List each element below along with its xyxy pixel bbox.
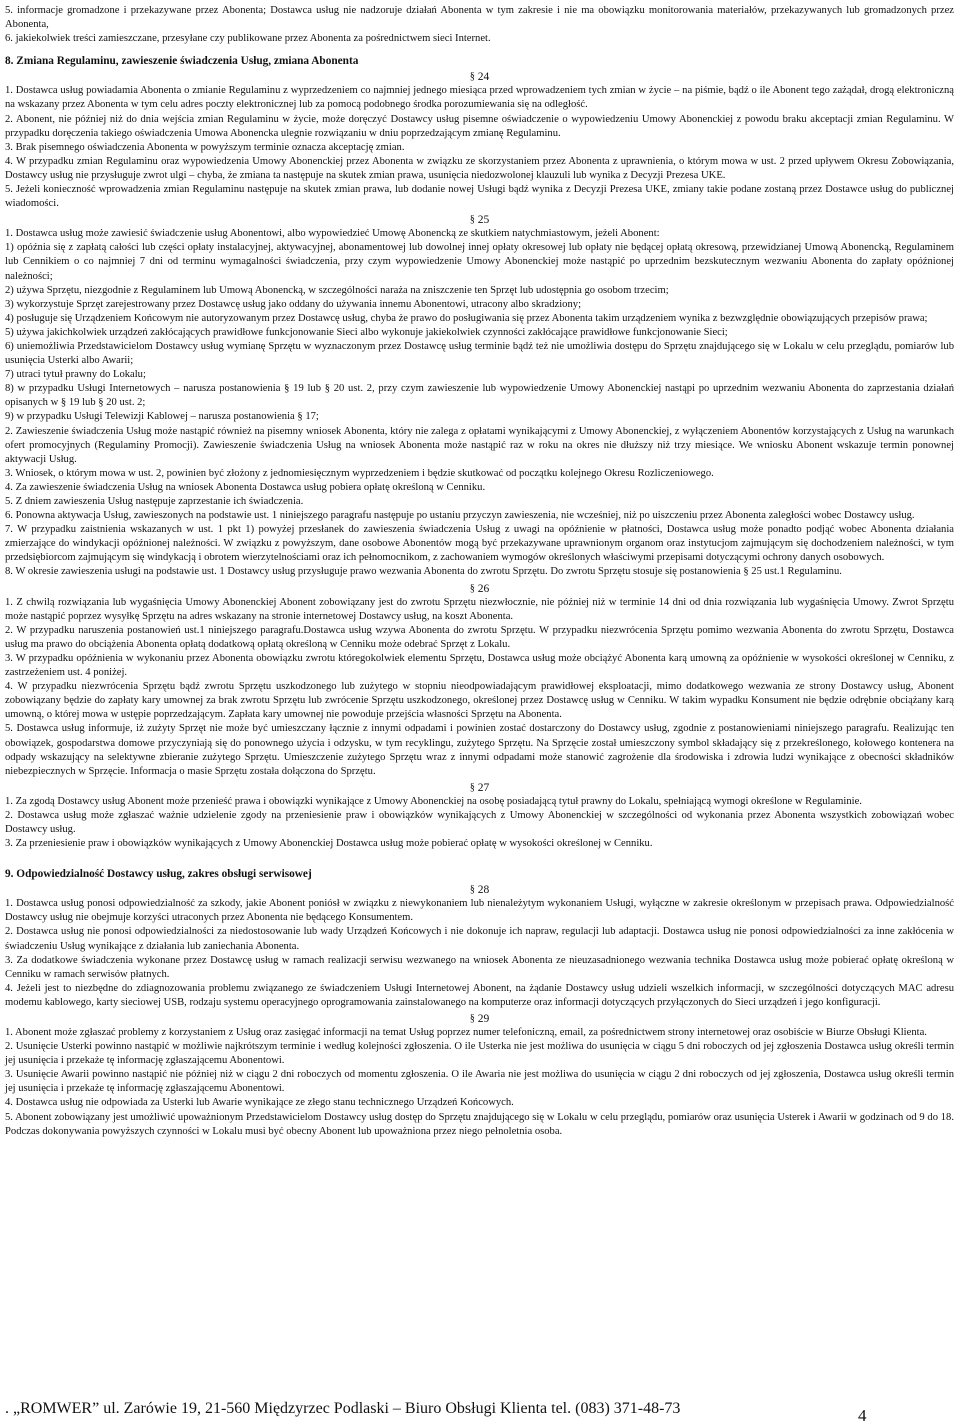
clause: 5. Abonent zobowiązany jest umożliwić upoważnionym Przedstawicielom Dostawcy usług dostęp do Sprzętu znajdującego się w Lokalu w celu przeglądu, pomiarów oraz usunięcia Usterek i Awarii w godzinach od 9 do 18. Podczas dokonywania powyższych czynności w Lokalu musi być obecny Abonent lub upoważniona przez niego pełnoletnia osoba. [5, 1111, 954, 1137]
clause: 4. W przypadku niezwrócenia Sprzętu bądź zwrotu Sprzętu uszkodzonego lub zużytego w stopniu nieodpowiadającym prawidłowej eksploatacji, mimo dodatkowego wezwania ze strony Dostawcy usług, Abonent zobowiązany będzie do zapłaty kary umownej za brak zwrotu Sprzętu lub zwrócenie Sprzętu uszkodzonego, określonej przez Dostawcę usług w Cenniku. W takim wypadku Konsument nie będzie odrębnie obciążany karą umowną, o której mowa w ustępie poprzedzającym. Zapłata kary umownej nie powoduje przejścia własności Sprzętu na Abonenta. [5, 681, 954, 721]
clause: 7. W przypadku zaistnienia wskazanych w ust. 1 pkt 1) powyżej przesłanek do zawieszenia świadczenia Usług z uwagi na opóźnienie w płatności, Dostawca usług może ponadto podjąć wobec Abonenta działania zmierzające do windykacji opóźnionej należności. W związku z powyższym, dane osobowe Abonentów mogą być przekazywane uprawnionym organom oraz instytucjom zajmującym się dochodzeniem należności, w tym przedsiębiorcom zajmującym się windykacją i obrotem wierzytelnościami oraz ich pełnomocnikom, z zachowaniem wymogów określonych właściwymi przepisami dotyczącymi ochrony danych osobowych. [5, 524, 954, 564]
clause: 5) używa jakichkolwiek urządzeń zakłócających prawidłowe funkcjonowanie Sieci albo wykonuje jakiekolwiek czynności zakłócające prawidłowe funkcjonowanie Sieci; [5, 326, 728, 338]
section-sign: § [469, 71, 475, 83]
intro-block [5, 4, 954, 46]
footer-contact: . „ROMWER” ul. Zarówie 19, 21-560 Międzyrzec Podlaski – Biuro Obsługi Klienta tel. (083) 371-48-73 [5, 1400, 681, 1417]
clause: 3. Brak pisemnego oświadczenia Abonenta w powyższym terminie oznacza akceptację zmian. [5, 141, 405, 153]
clause: 7) utraci tytuł prawny do Lokalu; [5, 369, 146, 381]
clause: 5. Z dniem zawieszenia Usług następuje zaprzestanie ich świadczenia. [5, 496, 304, 507]
clause: 6) uniemożliwia Przedstawicielom Dostawcy usług wymianę Sprzętu w wyznaczonym przez Dostawcę usług terminie bądź też nie umożliwia dostępu do Sprzętu znajdującego się w Lokalu w celu przeglądu, pomiarów lub usunięcia Usterki albo Awarii; [5, 340, 954, 367]
clause: 5. informacje gromadzone i przekazywane przez Abonenta; Dostawca usług nie nadzoruje działań Abonenta w tym zakresie i nie ma obowiązku monitorowania materiałów, przekazywanych lub gromadzonych przez Abonenta, [5, 5, 954, 31]
paragraph-number: 29 [477, 1013, 490, 1025]
paragraph-25-body [5, 227, 954, 579]
paragraph-24-body [5, 84, 954, 211]
clause: 1. Za zgodą Dostawcy usług Abonent może przenieść prawa i obowiązki wynikające z Umowy Abonenckiej na osobę posiadającą tytuł prawny do Lokalu, spełniającą wymogi określone w Regulaminie. [5, 795, 862, 807]
clause: 3. Za przeniesienie praw i obowiązków wynikających z Umowy Abonenckiej Dostawca usług może pobierać opłatę w wysokości określonej w Cenniku. [5, 838, 653, 850]
clause: 2. Dostawca usług może zgłaszać ważnie udzielenie zgody na przeniesienie praw i obowiązków wynikających z Umowy Abonenckiej w szczególności od wykonania przez Abonenta wszystkich zobowiązań wobec Dostawcy usług. [5, 809, 954, 835]
clause: 9) w przypadku Usługi Telewizji Kablowej – narusza postanowienia § 17; [5, 411, 319, 423]
paragraph-number: 28 [477, 884, 490, 897]
paragraph-29-body [5, 1026, 954, 1139]
paragraph-24-number [5, 70, 954, 84]
clause: 1) opóźnia się z zapłatą całości lub części opłaty instalacyjnej, aktywacyjnej, abonamentowej lub dowolnej innej opłaty okresowej lub opłaty nie będącej opłatą okresową, przewidzianej Umową Abonencką, Regulaminem lub Cennikiem o co najmniej 7 dni od terminu wymagalności świadczenia, przy czym wypowiedzenie Umowy Abonenckiej może nastąpić po uprzednim bezskutecznym wezwaniu Abonenta do zapłaty opóźnionej należności; [5, 242, 954, 282]
paragraph-number: 24 [477, 71, 490, 84]
clause: 2. Dostawca usług nie ponosi odpowiedzialności za niedostosowanie lub wady Urządzeń Końcowych i nie dokonuje ich napraw, regulacji lub adaptacji. Dostawca usług nie ponosi odpowiedzialności za inne zakłócenia w świadczeniu Usług wynikające z działania lub zaniechania Abonenta. [5, 926, 954, 952]
clause: 1. Dostawca usług może zawiesić świadczenie usług Abonentowi, albo wypowiedzieć Umowę Abonencką ze skutkiem natychmiastowym, jeżeli Abonent: [5, 228, 660, 240]
paragraph-27-body [5, 795, 954, 851]
clause: 3) wykorzystuje Sprzęt zarejestrowany przez Dostawcę usług jako oddany do używania innemu Abonentowi, utracony albo skradziony; [5, 298, 582, 310]
paragraph-number: 25 [477, 214, 490, 227]
page-footer [0, 1398, 960, 1425]
clause: 5. Dostawca usług informuje, iż zużyty Sprzęt nie może być umieszczany łącznie z innymi odpadami i powinien zostać dostarczony do Dostawcy usług, zgodnie z postanowieniami niniejszego paragrafu. Realizując ten obowiązek, gospodarstwa domowe przyczyniają się do ponownego użycia i odzysku, w tym recyklingu, zużytego Sprzętu. Na Sprzęcie został umieszczony symbol składający się z przekreślonego, kołowego kontenera na odpady wskazujący na selektywne zbieranie zużytego Sprzętu. Umieszczenie zużytego Sprzętu wraz z innymi odpadami może stanowić zagrożenie dla środowiska i zdrowia ludzi wynikające z obecności składników niebezpiecznych w Sprzęcie. Informacja o masie Sprzętu została dołączona do Sprzętu. [5, 723, 954, 777]
clause: 3. Wniosek, o którym mowa w ust. 2, powinien być złożony z jednomiesięcznym wyprzedzeniem i będzie skutkować od początku kolejnego Okresu Rozliczeniowego. [5, 467, 714, 479]
clause: 4) posługuje się Urządzeniem Końcowym nie autoryzowanym przez Dostawcę usług, chyba że prawo do posługiwania się przez Abonenta takim urządzeniem wynika z bezwzględnie obowiązujących przepisów prawa; [5, 312, 928, 324]
clause: 1. Dostawca usług ponosi odpowiedzialność za szkody, jakie Abonent poniósł w związku z niewykonaniem lub nienależytym wykonaniem Usługi, wyłączne w zakresie określonym w przepisach prawa. Odpowiedzialność Dostawcy usług nie obejmuje korzyści utraconych przez Abonenta nie będącego Konsumentem. [5, 898, 954, 924]
clause: 1. Z chwilą rozwiązania lub wygaśnięcia Umowy Abonenckiej Abonent zobowiązany jest do zwrotu Sprzętu niezwłocznie, nie później niż w terminie 14 dni od dnia rozwiązania lub wygaśnięcia Umowy. Zwrot Sprzętu może nastąpić poprzez wysyłkę Sprzętu na adres wskazany na stronie internetowej Dostawcy usług, na koszt Abonenta. [5, 596, 954, 622]
page-number: 4 [858, 1406, 867, 1425]
section-sign: § [469, 582, 475, 594]
section-sign: § [469, 884, 475, 896]
paragraph-number: 26 [477, 582, 490, 595]
clause: 2) używa Sprzętu, niezgodnie z Regulaminem lub Umową Abonencką, w szczególności naraża na zniszczenie ten Sprzęt lub udostępnia go osobom trzecim; [5, 284, 669, 296]
section-8-heading: 8. Zmiana Regulaminu, zawieszenie świadczenia Usług, zmiana Abonenta [5, 55, 359, 68]
clause: 1. Abonent może zgłaszać problemy z korzystaniem z Usług oraz zasięgać informacji na temat Usług poprzez numer telefoniczną, email, za pośrednictwem strony internetowej oraz osobiście w Biurze Obsługi Klienta. [5, 1027, 927, 1038]
paragraph-number: 27 [477, 781, 490, 794]
clause: 4. Jeżeli jest to niezbędne do zdiagnozowania problemu związanego ze świadczeniem Usługi Internetowej Abonent, na żądanie Dostawcy usług udzieli wszelkich informacji, w szczególności dotyczących MAC adresu modemu kablowego, karty sieciowej USB, rodzaju systemu operacyjnego oprogramowania zainstalowanego na komputerze oraz informacji dotyczących przyłączonych do Sieci urządzeń i jego konfiguracji. [5, 982, 954, 1008]
paragraph-26-body [5, 596, 954, 779]
clause: 3. Za dodatkowe świadczenia wykonane przez Dostawcę usług w ramach realizacji serwisu wezwanego na wniosek Abonenta ze nieuzasadnionego wezwania technika Dostawca usług może pobierać opłatę określoną w Cenniku w ramach serwisów płatnych. [5, 954, 954, 980]
clause: 8. W okresie zawieszenia usługi na podstawie ust. 1 Dostawcy usług przysługuje prawo wezwania Abonenta do zwrotu Sprzętu. Do zwrotu Sprzętu stosuje się postanowienia § 25 ust.1 Regulaminu. [5, 566, 842, 578]
paragraph-27-number [5, 781, 954, 795]
paragraph-28-body [5, 897, 954, 1010]
clause: 1. Dostawca usług powiadamia Abonenta o zmianie Regulaminu z wyprzedzeniem co najmniej jednego miesiąca przed wprowadzeniem tych zmian w życie – na piśmie, bądź o ile Abonent tego zażądał, drogą elektroniczną na wskazany przez Abonenta w tym celu adres poczty elektronicznej lub za pomocą podobnego środka porozumiewania się na odległość. [5, 85, 954, 111]
paragraph-25-number [5, 213, 954, 227]
section-sign: § [469, 781, 475, 793]
paragraph-28-number [5, 883, 954, 897]
clause: 6. jakiekolwiek treści zamieszczane, przesyłane czy publikowane przez Abonenta za pośrednictwem sieci Internet. [5, 33, 491, 45]
clause: 5. Jeżeli konieczność wprowadzenia zmian Regulaminu następuje na skutek zmian prawa, lub dodanie nowej Usługi bądź wynika z Decyzji Prezesa UKE, zmiany takie podane zostaną przez Dostawce usług do publicznej wiadomości. [5, 184, 954, 210]
clause: 2. W przypadku naruszenia postanowień ust.1 niniejszego paragrafu.Dostawca usług wzywa Abonenta do zwrotu Sprzętu. W przypadku niezwrócenia Sprzętu pomimo wezwania Abonenta do zwrotu Sprzętu, Dostawca usług ma prawo do obciążenia Abonenta opłatą dodatkową opłatą określoną w Cenniku może odebrać Sprzęt z Lokalu. [5, 624, 954, 650]
clause: 8) w przypadku Usługi Internetowych – narusza postanowienia § 19 lub § 20 ust. 2, przy czym zawieszenie lub wypowiedzenie Umowy Abonenckiej nastąpi po uprzednim wezwaniu Abonenta do zaprzestania działań opisanych w § 19 lub § 20 ust. 2; [5, 383, 954, 409]
section-sign: § [469, 1013, 475, 1024]
clause: 2. Usunięcie Usterki powinno nastąpić w możliwie najkrótszym terminie i według kolejności zgłoszenia. O ile Usterka nie jest możliwa do usunięcia w ciągu 5 dni roboczych od jej zgłoszenia Dostawca usług określi termin jej usunięcia i przekaże tę informację zgłaszającemu Abonentowi. [5, 1041, 954, 1067]
paragraph-26-number [5, 582, 954, 596]
clause: 4. Za zawieszenie świadczenia Usług na wniosek Abonenta Dostawca usług pobiera opłatę określoną w Cenniku. [5, 481, 486, 493]
spacer [5, 851, 954, 859]
clause: 2. Abonent, nie później niż do dnia wejścia zmian Regulaminu w życie, może doręczyć Dostawcy usług pisemne oświadczenie o wypowiedzeniu Umowy Abonenckiej z powodu braku akceptacji zmian Regulaminu. W przypadku doręczenia takiego oświadczenia Umowa Abonencka ulegnie rozwiązaniu w dniu poprzedzającym zmianę Regulaminu. [5, 113, 954, 139]
clause: 6. Ponowna aktywacja Usług, zawieszonych na podstawie ust. 1 niniejszego paragrafu następuje po ustaniu przyczyn zawieszenia, nie wcześniej, niż po uiszczeniu przez Abonenta zaległości wobec Dostawcy usług. [5, 510, 915, 522]
section-9-heading: 9. Odpowiedzialność Dostawcy usług, zakres obsługi serwisowej [5, 868, 312, 881]
section-sign: § [469, 214, 475, 226]
paragraph-29-number [5, 1012, 954, 1026]
clause: 4. W przypadku zmian Regulaminu oraz wypowiedzenia Umowy Abonenckiej przez Abonenta w związku ze skorzystaniem przez Abonenta z uprawnienia, o którym mowa w ust. 2 przed upływem Okresu Zobowiązania, Dostawcy usług nie przysługuje zwrot ulgi – chyba, że zmiana ta następuje na skutek zmian prawa, usunięcia niedozwolonej klauzuli lub wynika z Decyzji Prezesa UKE. [5, 155, 954, 181]
clause: 2. Zawieszenie świadczenia Usług może nastąpić również na pisemny wniosek Abonenta, który nie zalega z opłatami wynikającymi z Umowy Abonenckiej, z wyłączeniem Abonentów korzystających z Usług na warunkach ofert promocyjnych (Regulaminy Promocji). Zawieszenie świadczenia Usług na wniosek Abonenta może nastąpić raz w roku na okres nie dłuższy niż trzy miesiące. We wniosku Abonent wskazuje termin ponownej aktywacji Usług. [5, 425, 954, 465]
clause: 3. W przypadku opóźnienia w wykonaniu przez Abonenta obowiązku zwrotu któregokolwiek elementu Sprzętu, Dostawca usług może obciążyć Abonenta karą umowną za opóźnienie w wysokości określonej w Cenniku, z zastrzeżeniem ust. 4 poniżej. [5, 652, 954, 679]
clause: 3. Usunięcie Awarii powinno nastąpić nie później niż w ciągu 2 dni roboczych od momentu zgłoszenia. O ile Awaria nie jest możliwa do usunięcia w ciągu 2 dni roboczych od jej zgłoszenia, Dostawca usług określi termin jej usunięcia i przekaże tę informację zgłaszającemu Abonentowi. [5, 1069, 954, 1095]
clause: 4. Dostawca usług nie odpowiada za Usterki lub Awarie wynikające ze złego stanu technicznego Urządzeń Końcowych. [5, 1097, 514, 1109]
